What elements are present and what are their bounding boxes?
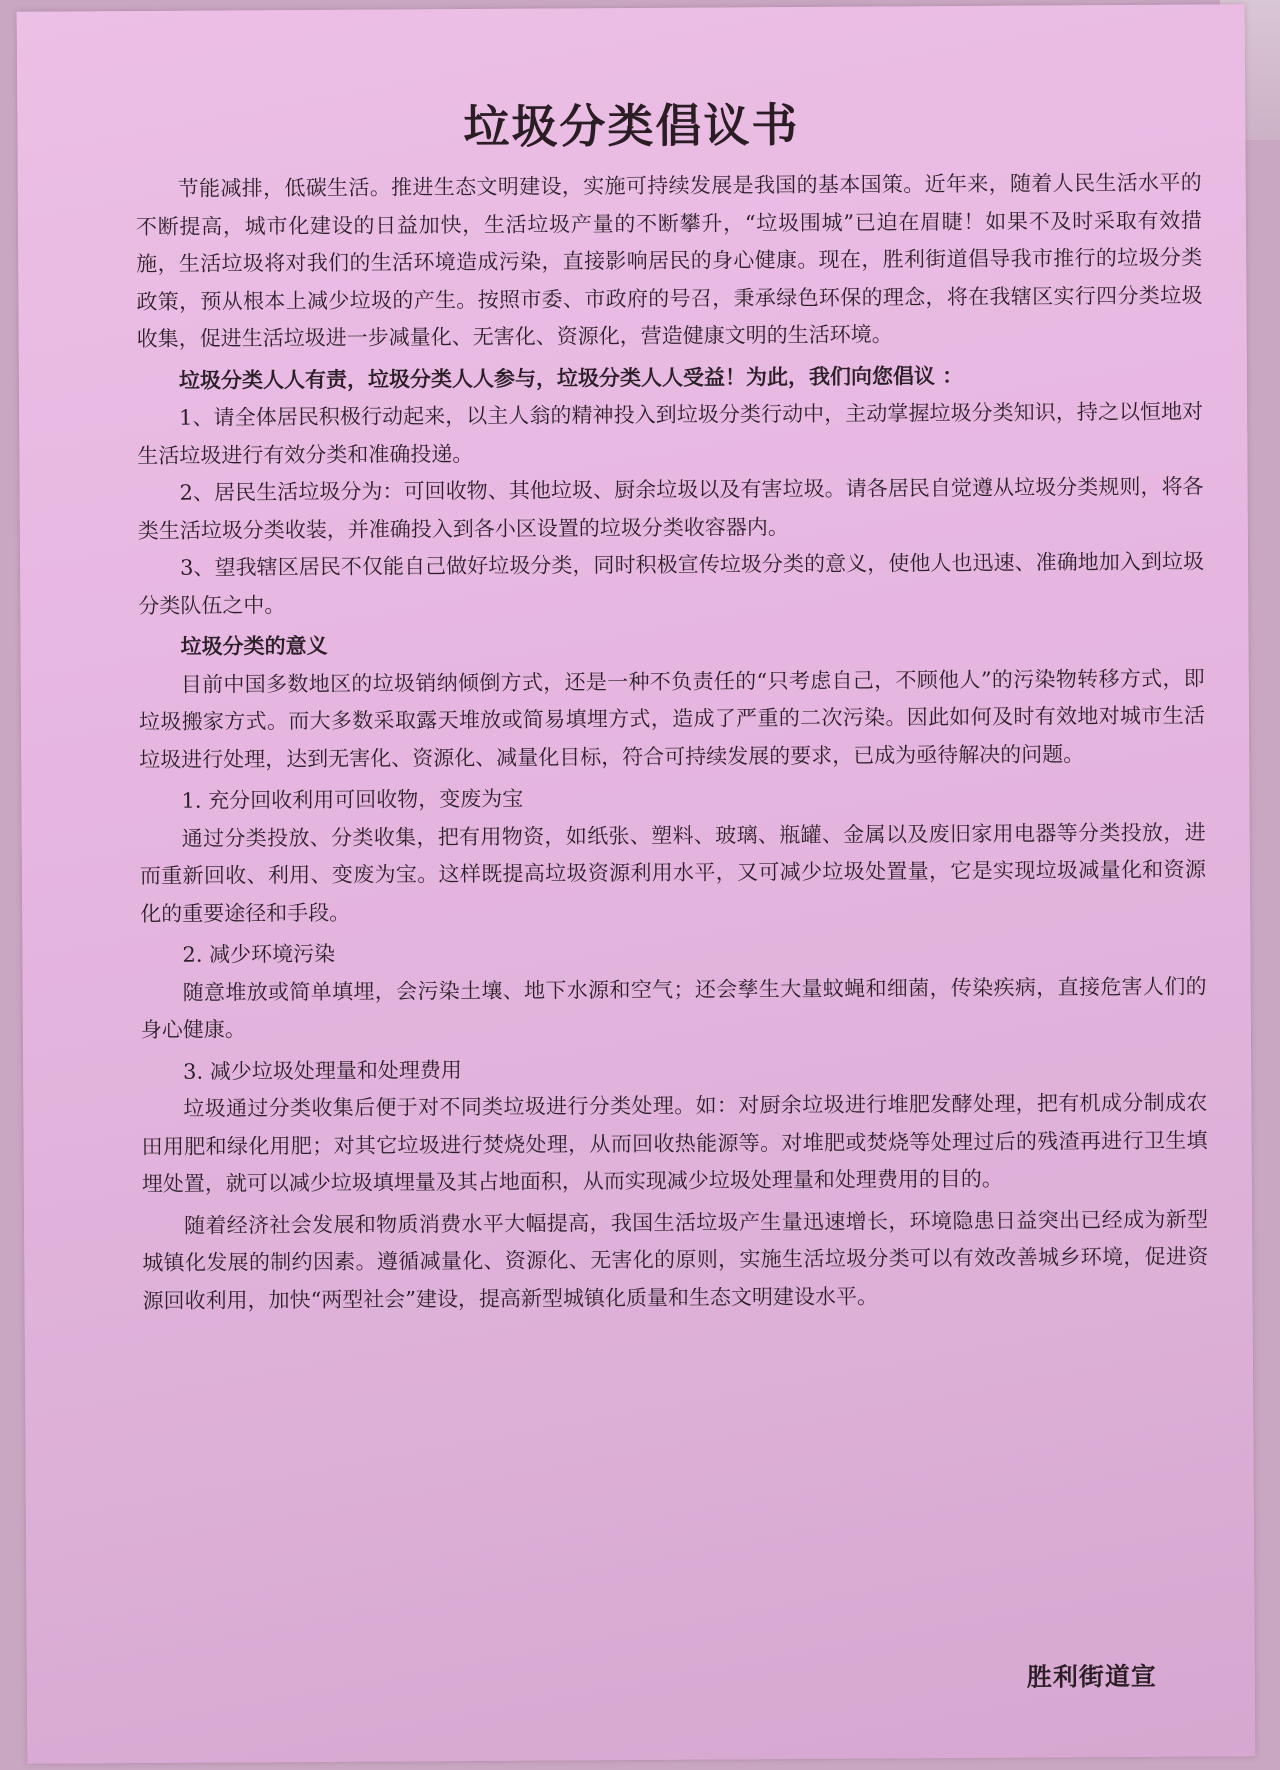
closing-paragraph: 随着经济社会发展和物质消费水平大幅提高，我国生活垃圾产生量迅速增长，环境隐患日益突出已经成为新型城镇化发展的制约因素。遵循减量化、资源化、无害化的原则，实施生活垃圾分类可以有效改善城乡环境，促进资源回收利用，加快“两型社会”建设，提高新型城镇化质量和生态文明建设水平。 <box>142 1207 1209 1313</box>
section-heading: 2. 减少环境污染 <box>182 941 336 967</box>
document-title: 垃圾分类倡议书 <box>463 97 800 155</box>
signature: 胜利街道宣 <box>1026 1661 1157 1692</box>
meaning-heading: 垃圾分类的意义 <box>180 633 328 659</box>
section-text: 垃圾通过分类收集后便于对不同类垃圾进行分类处理。如：对厨余垃圾进行堆肥发酵处理，把有机成分制成农田用肥和绿化用肥；对其它垃圾进行焚烧处理，从而回收热能源等。对堆肥或焚烧等处理过后的残渣再进行卫生填埋处置，就可以减少垃圾填埋量及其占地面积，从而实现减少垃圾处理量和处理费用的目的。 <box>141 1090 1208 1197</box>
proposal-item: 1、请全体居民积极行动起来，以主人翁的精神投入到垃圾分类行动中，主动掌握垃圾分类知识，持之以恒地对生活垃圾进行有效分类和准确投递。 <box>137 399 1204 468</box>
proposal-item: 3、望我辖区居民不仅能自己做好垃圾分类，同时积极宣传垃圾分类的意义，使他人也迅速、准确地加入到垃圾分类队伍之中。 <box>138 549 1205 618</box>
document-body <box>136 165 1209 1320</box>
proposal-item: 2、居民生活垃圾分为：可回收物、其他垃圾、厨余垃圾以及有害垃圾。请各居民自觉遵从垃圾分类规则，将各类生活垃圾分类收装，并准确投入到各小区设置的垃圾分类收容器内。 <box>137 474 1204 543</box>
call-heading: 垃圾分类人人有责，垃圾分类人人参与，垃圾分类人人受益！为此，我们向您倡议 ： <box>178 363 964 393</box>
section-text: 随意堆放或简单填埋，会污染土壤、地下水源和空气；还会孳生大量蚊蝇和细菌，传染疾病，直接危害人们的身心健康。 <box>140 974 1207 1043</box>
flyer-paper <box>17 4 1256 1763</box>
intro-paragraph: 节能减排，低碳生活。推进生态文明建设，实施可持续发展是我国的基本国策。近年来，随着人民生活水平的不断提高，城市化建设的日益加快，生活垃圾产量的不断攀升，“垃圾围城”已迫在眉睫！如果不及时采取有效措施，生活垃圾将对我们的生活环境造成污染，直接影响居民的身心健康。现在，胜利街道倡导我市推行的垃圾分类政策，预从根本上减少垃圾的产生。按照市委、市政府的号召，秉承绿色环保的理念，将在我辖区实行四分类垃圾收集，促进生活垃圾进一步减量化、无害化、资源化，营造健康文明的生活环境。 <box>135 170 1203 352</box>
section-text: 通过分类投放、分类收集，把有用物资，如纸张、塑料、玻璃、瓶罐、金属以及废旧家用电器等分类投放，进而重新回收、利用、变废为宝。这样既提高垃圾资源利用水平，又可减少垃圾处置量，它是实现垃圾减量化和资源化的重要途径和手段。 <box>139 820 1206 926</box>
section-heading: 1. 充分回收利用可回收物，变废为宝 <box>181 786 524 813</box>
meaning-intro: 目前中国多数地区的垃圾销纳倾倒方式，还是一种不负责任的“只考虑自己，不顾他人”的污染物转移方式，即垃圾搬家方式。而大多数采取露天堆放或简易填埋方式，造成了严重的二次污染。因此如何及时有效地对城市生活垃圾进行处理，达到无害化、资源化、减量化目标，符合可持续发展的要求，已成为亟待解决的问题。 <box>138 666 1206 772</box>
section-heading: 3. 减少垃圾处理量和处理费用 <box>183 1057 462 1084</box>
